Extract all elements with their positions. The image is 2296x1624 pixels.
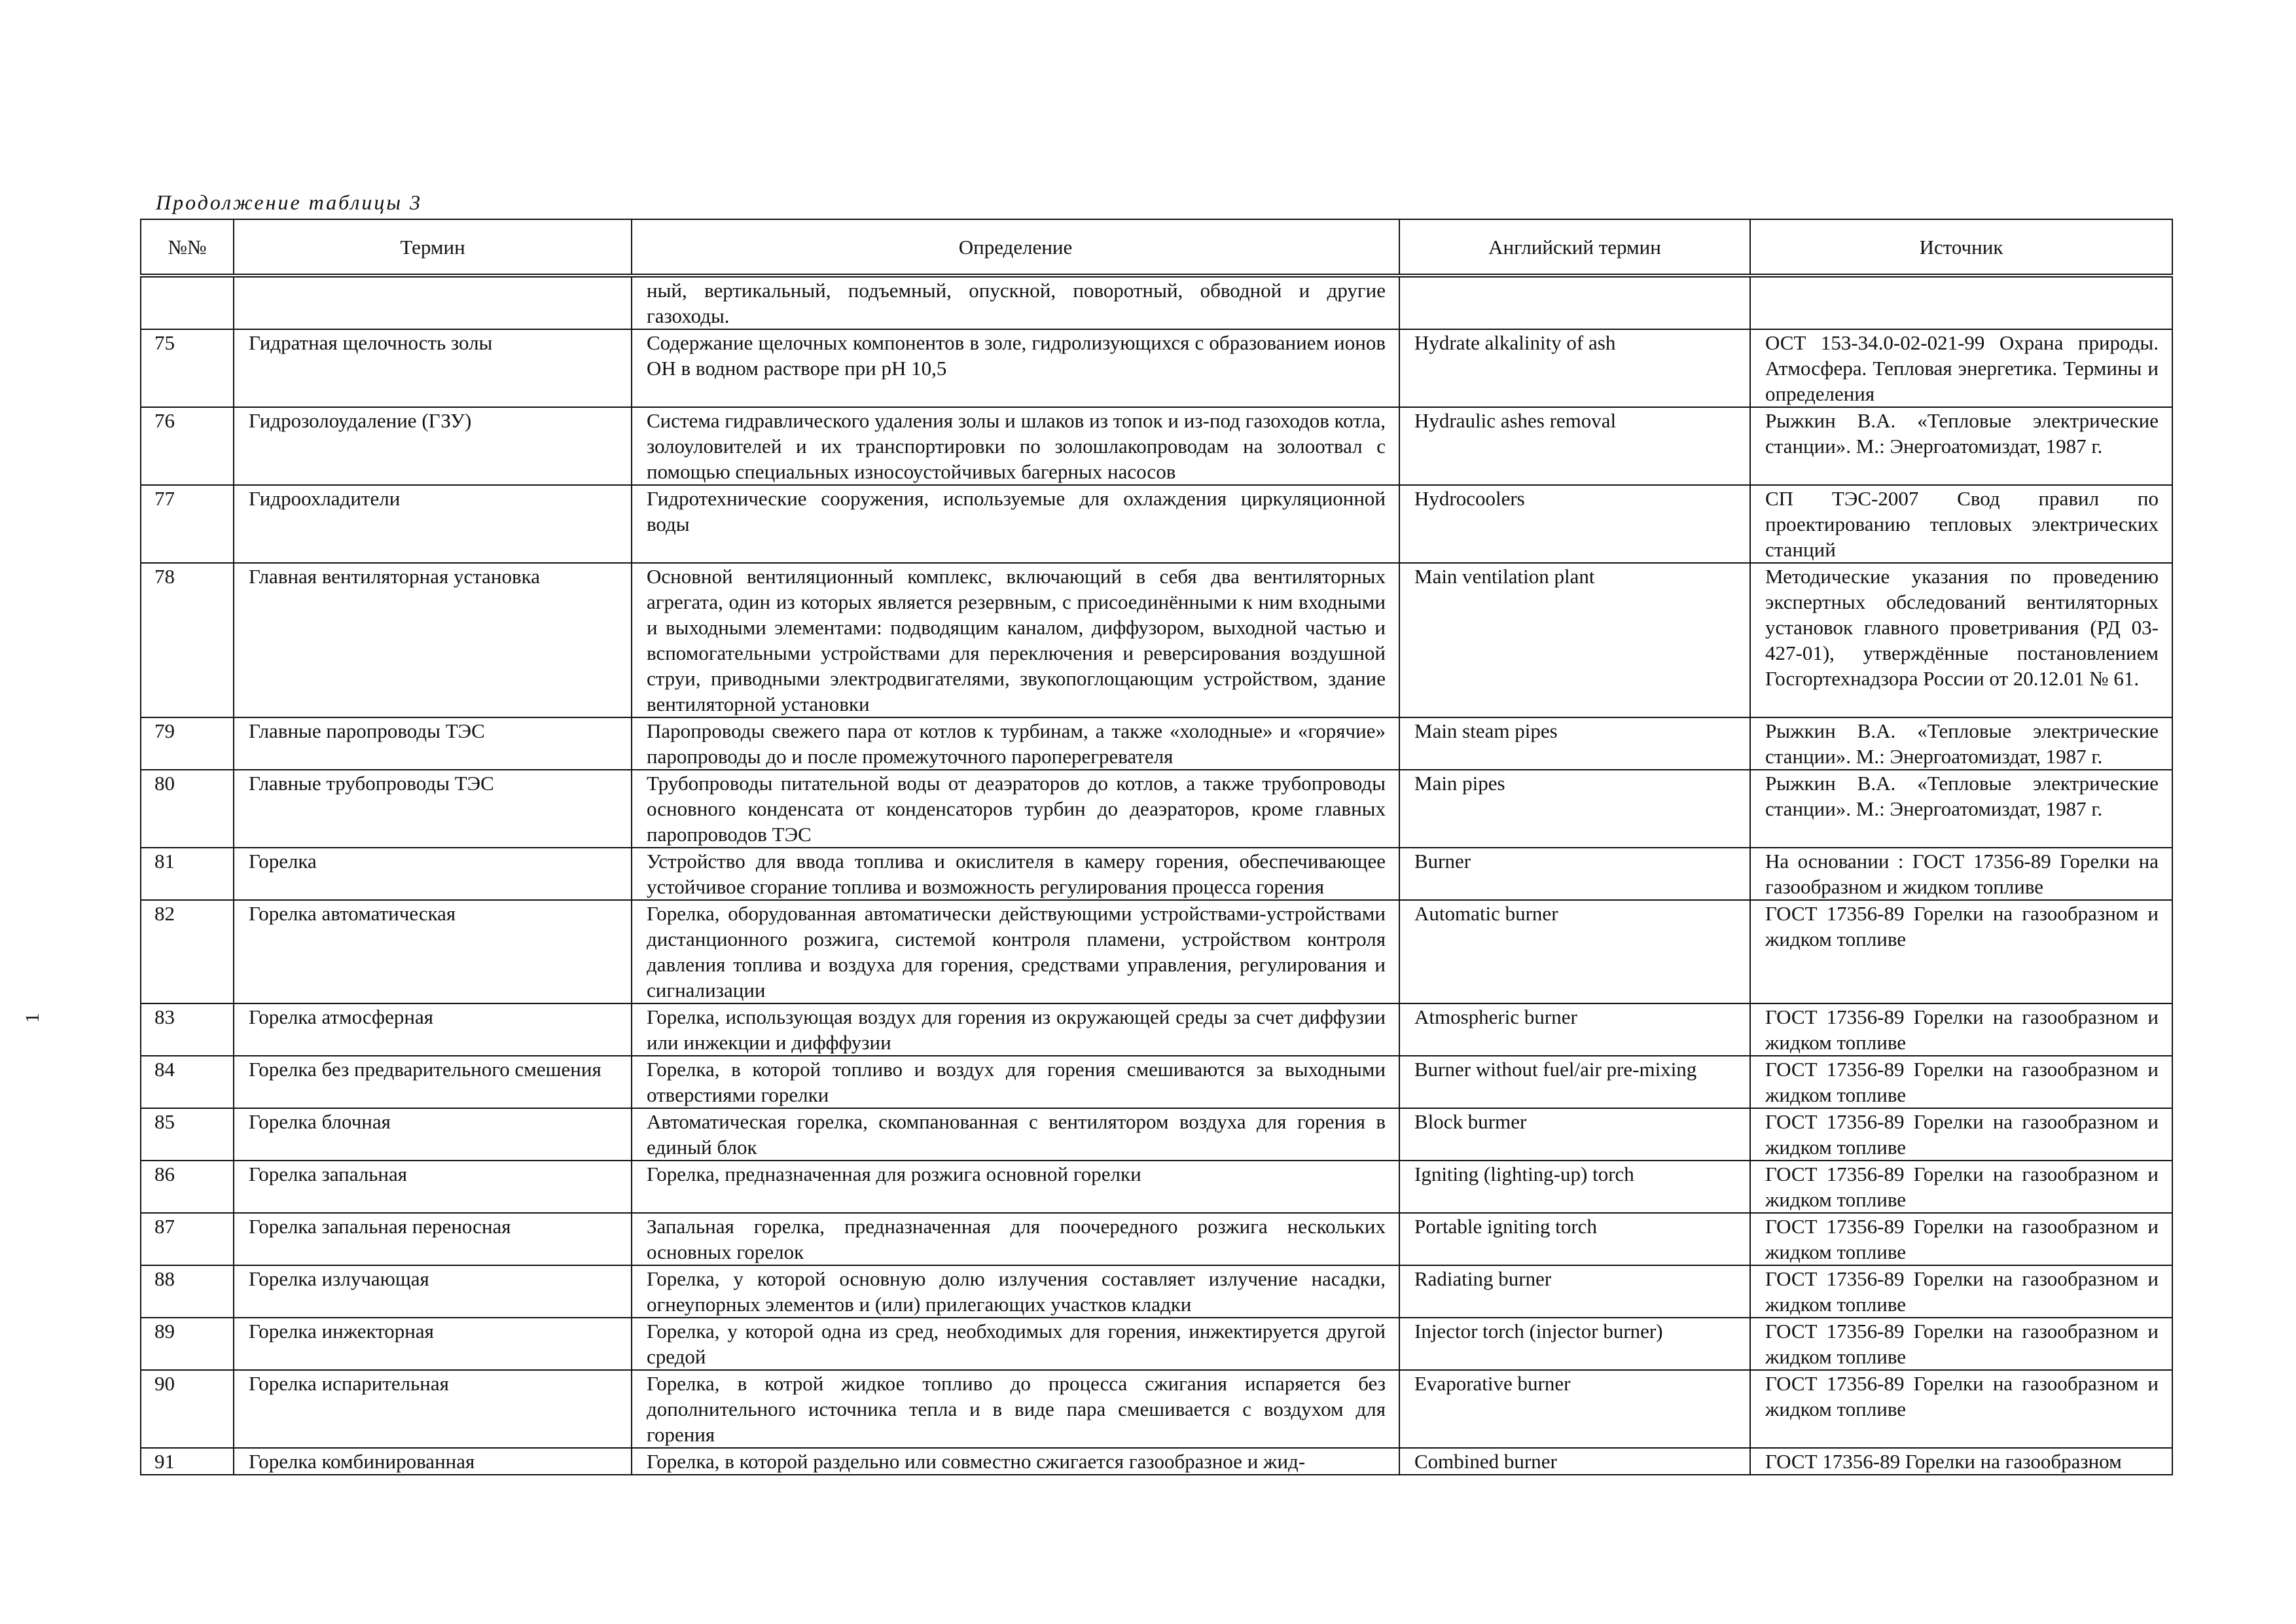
term-source: ГОСТ 17356-89 Горелки на газообразном и жидком топливе	[1750, 1318, 2172, 1370]
term-source: Рыжкин В.А. «Тепловые электрические станции». М.: Энергоатомиздат, 1987 г.	[1750, 407, 2172, 485]
term-definition: Основной вентиляционный комплекс, включающий в себя два вентиляторных агрегата, один из которых является резервным, с присоединёнными к ним входными и выходными элементами: подводящим каналом, диффузором, выходной частью и вспомогательными устройствами для переключения и реверсирования воздушной струи, приводными электродвигателями, звукопоглощающим устройством, здание вентиляторной установки	[632, 563, 1399, 717]
term-source: ГОСТ 17356-89 Горелки на газообразном и жидком топливе	[1750, 1161, 2172, 1213]
table-row	[141, 407, 2172, 485]
term-number: 86	[141, 1161, 234, 1213]
term-english: Hydrocoolers	[1399, 485, 1750, 563]
term-name: Горелка испарительная	[234, 1370, 632, 1448]
table-row	[141, 1161, 2172, 1213]
term-number: 82	[141, 900, 234, 1003]
term-english: Radiating burner	[1399, 1265, 1750, 1318]
table-row	[141, 276, 2172, 329]
term-english: Main ventilation plant	[1399, 563, 1750, 717]
term-name: Главные паропроводы ТЭС	[234, 717, 632, 770]
term-definition: Горелка, у которой одна из сред, необходимых для горения, инжектируется другой средой	[632, 1318, 1399, 1370]
term-source: ГОСТ 17356-89 Горелки на газообразном и жидком топливе	[1750, 1213, 2172, 1265]
table-row	[141, 1003, 2172, 1056]
term-source: ГОСТ 17356-89 Горелки на газообразном и жидком топливе	[1750, 900, 2172, 1003]
term-number	[141, 276, 234, 329]
term-english: Combined burner	[1399, 1448, 1750, 1475]
term-number: 88	[141, 1265, 234, 1318]
term-definition: Устройство для ввода топлива и окислителя в камеру горения, обеспечивающее устойчивое сгорание топлива и возможность регулирования процесса горения	[632, 848, 1399, 900]
term-name: Горелка комбинированная	[234, 1448, 632, 1475]
term-source: ГОСТ 17356-89 Горелки на газообразном и жидком топливе	[1750, 1265, 2172, 1318]
header-number: №№	[141, 219, 234, 276]
table-row	[141, 1265, 2172, 1318]
table-row	[141, 770, 2172, 848]
term-definition: Запальная горелка, предназначенная для поочередного розжига нескольких основных горелок	[632, 1213, 1399, 1265]
term-name: Горелка атмосферная	[234, 1003, 632, 1056]
term-english: Main pipes	[1399, 770, 1750, 848]
term-name: Горелка инжекторная	[234, 1318, 632, 1370]
header-english-term: Английский термин	[1399, 219, 1750, 276]
term-number: 79	[141, 717, 234, 770]
header-definition: Определение	[632, 219, 1399, 276]
term-definition: Содержание щелочных компонентов в золе, гидролизующихся с образованием ионов ОН в водном растворе при рН 10,5	[632, 329, 1399, 407]
table-row	[141, 900, 2172, 1003]
term-definition: Горелка, предназначенная для розжига основной горелки	[632, 1161, 1399, 1213]
term-english: Igniting (lighting-up) torch	[1399, 1161, 1750, 1213]
term-definition: Гидротехнические сооружения, используемые для охлаждения циркуляционной воды	[632, 485, 1399, 563]
term-name: Горелка запальная	[234, 1161, 632, 1213]
term-number: 89	[141, 1318, 234, 1370]
term-name: Гидрозолоудаление (ГЗУ)	[234, 407, 632, 485]
term-english	[1399, 276, 1750, 329]
header-term: Термин	[234, 219, 632, 276]
term-english: Burner without fuel/air pre-mixing	[1399, 1056, 1750, 1108]
table-row	[141, 1108, 2172, 1161]
table-row	[141, 1056, 2172, 1108]
term-name: Горелка без предварительного смешения	[234, 1056, 632, 1108]
term-number: 87	[141, 1213, 234, 1265]
term-source: СП ТЭС-2007 Свод правил по проектированию тепловых электрических станций	[1750, 485, 2172, 563]
term-english: Portable igniting torch	[1399, 1213, 1750, 1265]
term-source: ОСТ 153-34.0-02-021-99 Охрана природы. Атмосфера. Тепловая энергетика. Термины и определения	[1750, 329, 2172, 407]
term-number: 84	[141, 1056, 234, 1108]
table-row	[141, 1318, 2172, 1370]
term-source: Рыжкин В.А. «Тепловые электрические станции». М.: Энергоатомиздат, 1987 г.	[1750, 717, 2172, 770]
term-definition: ный, вертикальный, подъемный, опускной, поворотный, обводной и другие газоходы.	[632, 276, 1399, 329]
table-row	[141, 717, 2172, 770]
term-source: На основании : ГОСТ 17356-89 Горелки на газообразном и жидком топливе	[1750, 848, 2172, 900]
table-row	[141, 329, 2172, 407]
term-name: Гидратная щелочность золы	[234, 329, 632, 407]
term-definition: Горелка, оборудованная автоматически действующими устройствами-устройствами дистанционного розжига, системой контроля пламени, устройством контроля давления топлива и воздуха для горения, средствами управления, регулирования и сигнализации	[632, 900, 1399, 1003]
term-number: 78	[141, 563, 234, 717]
term-name: Главная вентиляторная установка	[234, 563, 632, 717]
term-definition: Горелка, в котрой жидкое топливо до процесса сжигания испаряется без дополнительного источника тепла и в виде пара смешивается с воздухом для горения	[632, 1370, 1399, 1448]
term-source: ГОСТ 17356-89 Горелки на газообразном и жидком топливе	[1750, 1056, 2172, 1108]
term-name: Горелка блочная	[234, 1108, 632, 1161]
term-name	[234, 276, 632, 329]
term-definition: Система гидравлического удаления золы и шлаков из топок и из-под газоходов котла, золоуловителей и их транспортировки по золошлакопроводам на золоотвал с помощью специальных износоустойчивых багерных насосов	[632, 407, 1399, 485]
term-definition: Автоматическая горелка, скомпанованная с вентилятором воздуха для горения в единый блок	[632, 1108, 1399, 1161]
term-name: Горелка	[234, 848, 632, 900]
term-english: Burner	[1399, 848, 1750, 900]
term-number: 83	[141, 1003, 234, 1056]
term-source	[1750, 276, 2172, 329]
term-english: Injector torch (injector burner)	[1399, 1318, 1750, 1370]
term-name: Главные трубопроводы ТЭС	[234, 770, 632, 848]
terms-table	[140, 219, 2173, 1475]
term-number: 81	[141, 848, 234, 900]
term-number: 80	[141, 770, 234, 848]
term-english: Block burmer	[1399, 1108, 1750, 1161]
table-row	[141, 1370, 2172, 1448]
term-english: Evaporative burner	[1399, 1370, 1750, 1448]
table-row	[141, 1213, 2172, 1265]
term-definition: Паропроводы свежего пара от котлов к турбинам, а также «холодные» и «горячие» паропроводы до и после промежуточного пароперегревателя	[632, 717, 1399, 770]
term-name: Горелка запальная переносная	[234, 1213, 632, 1265]
term-name: Гидроохладители	[234, 485, 632, 563]
page-number: 1	[22, 1013, 43, 1023]
term-number: 75	[141, 329, 234, 407]
table-row	[141, 485, 2172, 563]
table-caption: Продолжение таблицы 3	[156, 190, 423, 214]
term-source: ГОСТ 17356-89 Горелки на газообразном и жидком топливе	[1750, 1108, 2172, 1161]
term-source: ГОСТ 17356-89 Горелки на газообразном и жидком топливе	[1750, 1003, 2172, 1056]
term-number: 91	[141, 1448, 234, 1475]
header-source: Источник	[1750, 219, 2172, 276]
term-definition: Трубопроводы питательной воды от деаэраторов до котлов, а также трубопроводы основного конденсата от конденсаторов турбин до деаэраторов, кроме главных паропроводов ТЭС	[632, 770, 1399, 848]
table-body	[141, 276, 2172, 1475]
term-name: Горелка излучающая	[234, 1265, 632, 1318]
term-number: 85	[141, 1108, 234, 1161]
term-english: Atmospheric burner	[1399, 1003, 1750, 1056]
table-header-row	[141, 219, 2172, 276]
term-definition: Горелка, использующая воздух для горения из окружающей среды за счет диффузии или инжекции и дифффузии	[632, 1003, 1399, 1056]
term-english: Automatic burner	[1399, 900, 1750, 1003]
term-source: ГОСТ 17356-89 Горелки на газообразном и жидком топливе	[1750, 1370, 2172, 1448]
term-source: Рыжкин В.А. «Тепловые электрические станции». М.: Энергоатомиздат, 1987 г.	[1750, 770, 2172, 848]
table-row	[141, 848, 2172, 900]
table-row	[141, 563, 2172, 717]
term-english: Main steam pipes	[1399, 717, 1750, 770]
term-number: 90	[141, 1370, 234, 1448]
term-number: 76	[141, 407, 234, 485]
term-number: 77	[141, 485, 234, 563]
term-source: ГОСТ 17356-89 Горелки на газообразном	[1750, 1448, 2172, 1475]
term-definition: Горелка, у которой основную долю излучения составляет излучение насадки, огнеупорных элементов и (или) прилегающих участков кладки	[632, 1265, 1399, 1318]
term-source: Методические указания по проведению экспертных обследований вентиляторных установок главного проветривания (РД 03-427-01), утверждённые постановлением Госгортехнадзора России от 20.12.01 № 61.	[1750, 563, 2172, 717]
term-english: Hydraulic ashes removal	[1399, 407, 1750, 485]
term-name: Горелка автоматическая	[234, 900, 632, 1003]
table-row	[141, 1448, 2172, 1475]
term-definition: Горелка, в которой раздельно или совместно сжигается газообразное и жид-	[632, 1448, 1399, 1475]
term-definition: Горелка, в которой топливо и воздух для горения смешиваются за выходными отверстиями горелки	[632, 1056, 1399, 1108]
term-english: Hydrate alkalinity of ash	[1399, 329, 1750, 407]
